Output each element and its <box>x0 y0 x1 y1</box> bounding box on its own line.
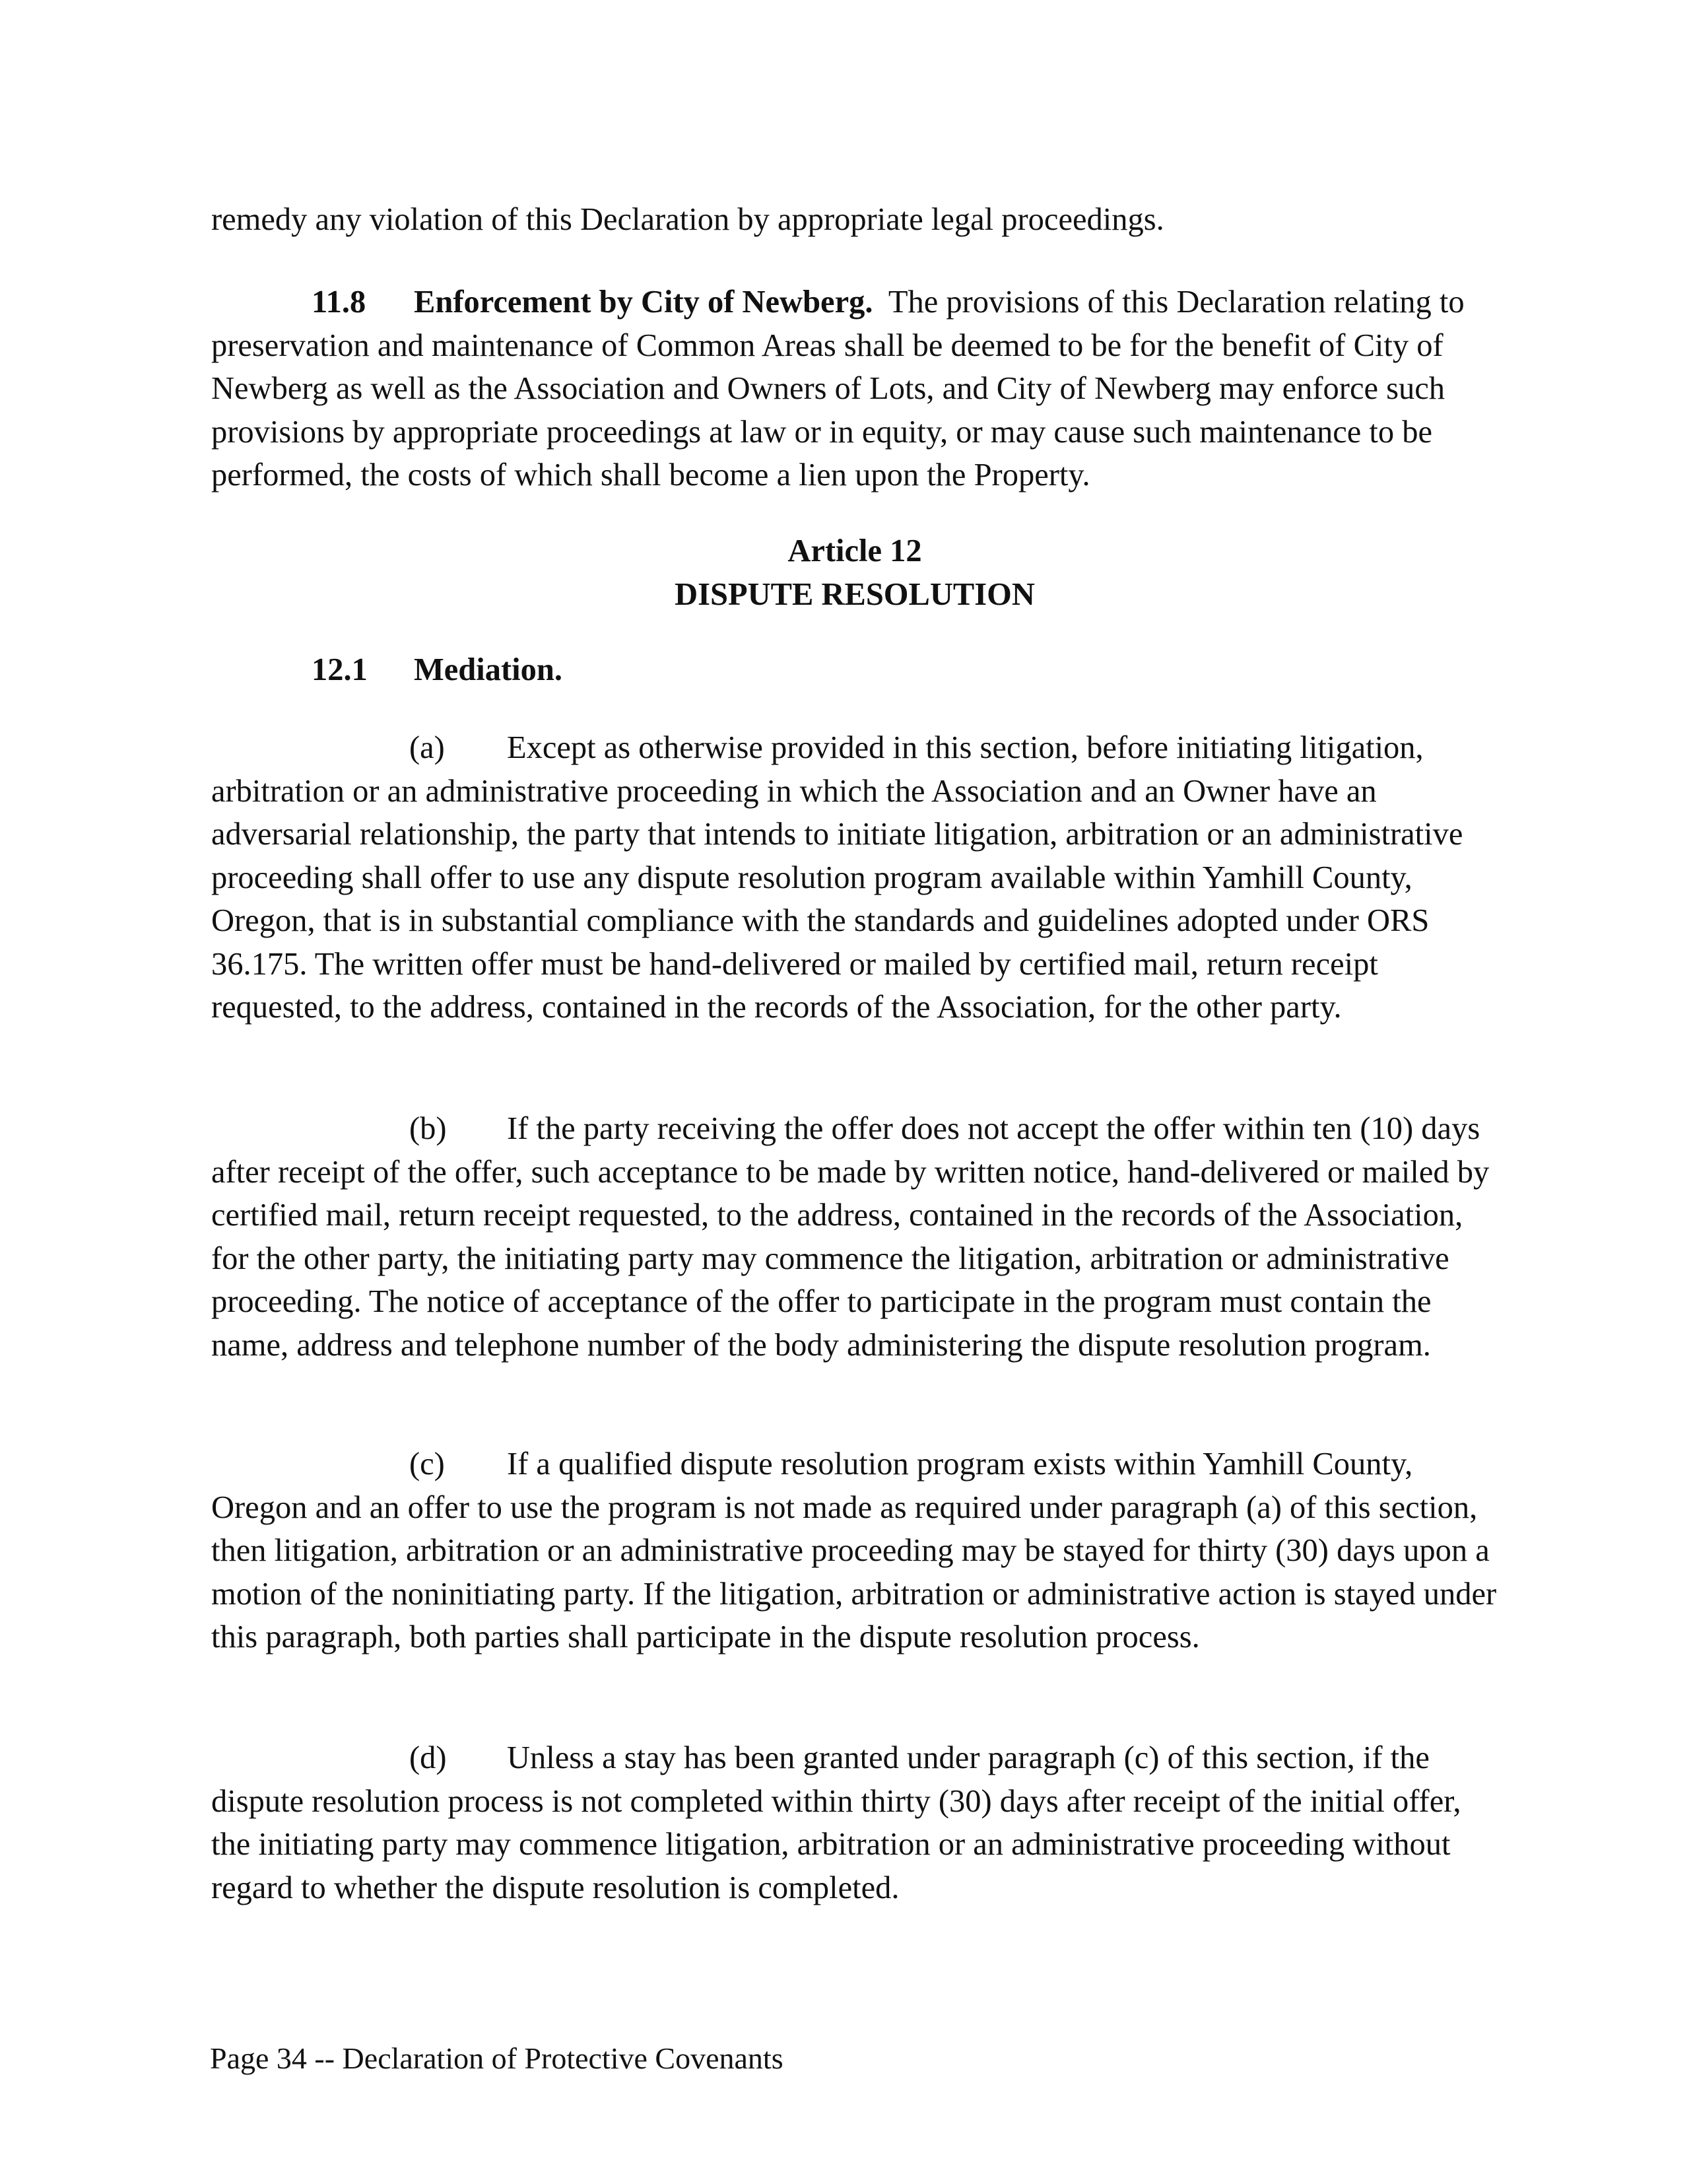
article-title: DISPUTE RESOLUTION <box>675 577 1035 612</box>
paragraph-a-text: Except as otherwise provided in this section, before initiating litigation, arbitration or an administrative proceeding in which the Association and an Owner have an adversarial relationship, the party that intends to initiate litigation, arbitration or an administrative proceeding shall offer to use any dispute resolution program available within Yamhill County, Oregon, that is in substantial compliance with the standards and guidelines adopted under ORS 36.175. The written offer must be hand-delivered or mailed by certified mail, return receipt requested, to the address, contained in the records of the Association, for the other party. <box>211 730 1463 1025</box>
paragraph-b <box>211 1107 1498 1367</box>
paragraph-c <box>211 1443 1498 1659</box>
paragraph-a-label: (a) <box>409 730 445 765</box>
continuation-text: remedy any violation of this Declaration by appropriate legal proceedings. <box>211 202 1164 237</box>
article-number: Article 12 <box>787 533 922 568</box>
paragraph-b-text: If the party receiving the offer does not accept the offer within ten (10) days after receipt of the offer, such acceptance to be made by written notice, hand-delivered or mailed by certified mail, return receipt requested, to the address, contained in the records of the Association, for the other party, the initiating party may commence the litigation, arbitration or administrative proceeding. The notice of acceptance of the offer to participate in the program must contain the name, address and telephone number of the body administering the dispute resolution program. <box>211 1111 1490 1363</box>
page-footer: Page 34 -- Declaration of Protective Covenants <box>210 2041 783 2075</box>
section-12-1-number: 12.1 <box>312 652 368 687</box>
section-11-8-body: The provisions of this Declaration relating to preservation and maintenance of Common Areas shall be deemed to be for the benefit of City of Newberg as well as the Association and Owners of Lots, and City of Newberg may enforce such provisions by appropriate proceedings at law or in equity, or may cause such maintenance to be performed, the costs of which shall become a lien upon the Property. <box>211 285 1465 493</box>
section-12-1-title: Mediation. <box>414 652 562 687</box>
paragraph-b-label: (b) <box>409 1111 447 1146</box>
paragraph-c-text: If a qualified dispute resolution program exists within Yamhill County, Oregon and an offer to use the program is not made as required under paragraph (a) of this section, then litigation, arbitration or an administrative proceeding may be stayed for thirty (30) days upon a motion of the noninitiating party. If the litigation, arbitration or administrative action is stayed under this paragraph, both parties shall participate in the dispute resolution process. <box>211 1447 1497 1655</box>
paragraph-d-text: Unless a stay has been granted under paragraph (c) of this section, if the dispute resolution process is not completed within thirty (30) days after receipt of the initial offer, the initiating party may commence litigation, arbitration or an administrative proceeding without regard to whether the dispute resolution is completed. <box>211 1740 1461 1905</box>
section-11-8-title: Enforcement by City of Newberg. <box>414 285 873 320</box>
paragraph-a <box>211 726 1498 1029</box>
section-11-8 <box>211 281 1498 497</box>
paragraph-d <box>211 1736 1498 1909</box>
section-12-1-heading <box>211 648 1498 692</box>
paragraph-d-label: (d) <box>409 1740 447 1775</box>
section-11-8-number: 11.8 <box>312 285 366 320</box>
paragraph-c-label: (c) <box>409 1447 445 1482</box>
